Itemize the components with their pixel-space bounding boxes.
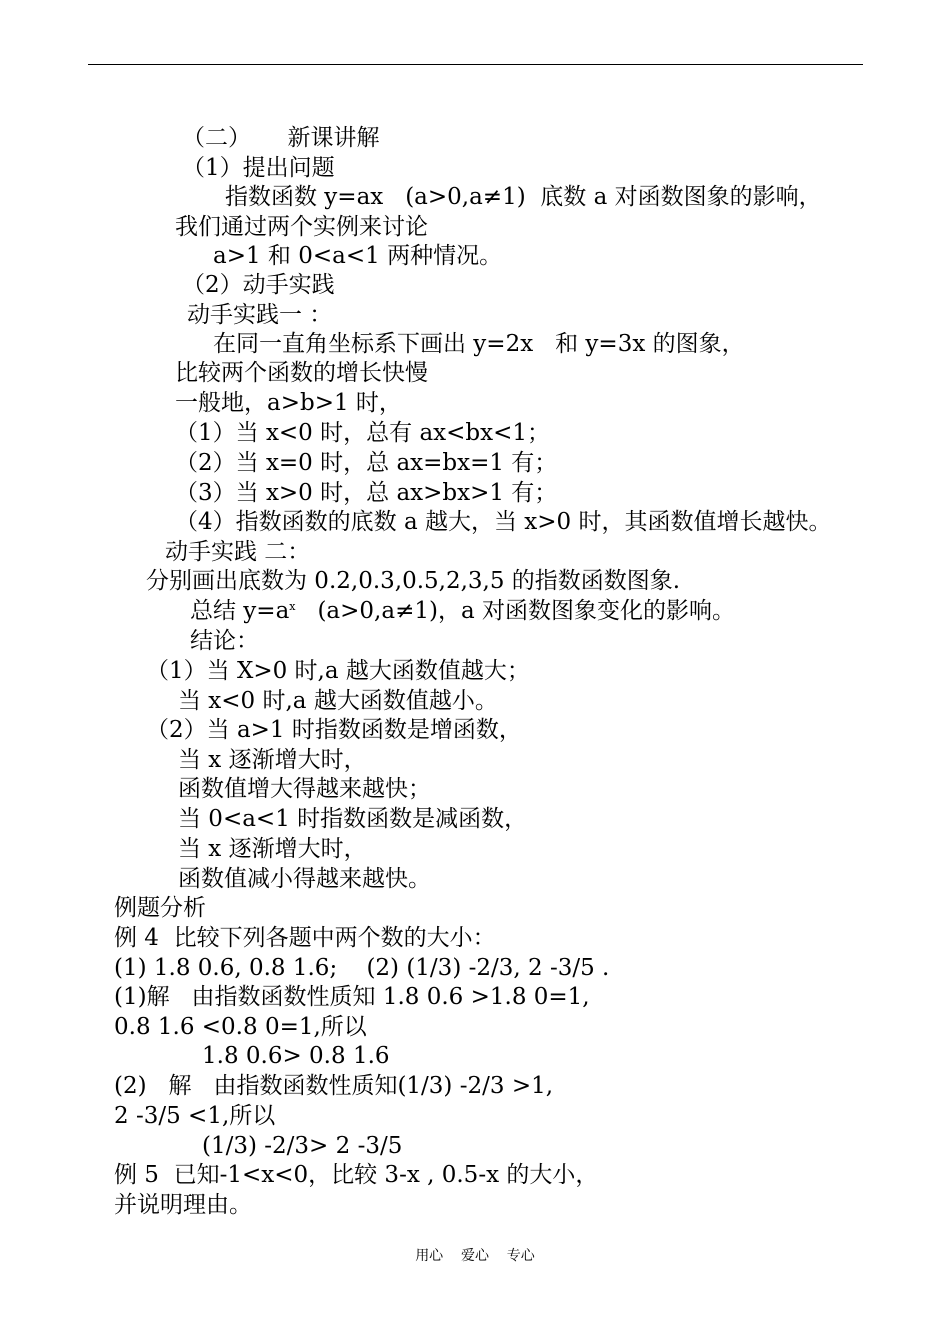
- text-line: （1）提出问题: [182, 155, 335, 181]
- text-line: （4）指数函数的底数 a 越大，当 x>0 时，其函数值增长越快。: [175, 509, 832, 535]
- text-line: （2）动手实践: [182, 272, 335, 298]
- text-line: 比较两个函数的增长快慢: [175, 360, 428, 386]
- text-line: 一般地，a>b>1 时，: [175, 390, 402, 416]
- text-line: 例 4 比较下列各题中两个数的大小：: [114, 925, 496, 951]
- page-footer: 用心 爱心 专心: [415, 1248, 535, 1264]
- text-line: 动手实践一 ：: [187, 302, 333, 328]
- text-line: （2）当 x=0 时，总 ax=bx=1 有；: [175, 450, 558, 476]
- text-line: （3）当 x>0 时，总 ax>bx>1 有；: [175, 480, 558, 506]
- text-line: （2）当 a>1 时指数函数是增函数，: [146, 717, 522, 743]
- text-line: 1.8 0.6> 0.8 1.6: [202, 1043, 390, 1069]
- text-line: 0.8 1.6 <0.8 0=1,所以: [114, 1014, 367, 1040]
- header-rule: [88, 64, 863, 65]
- text-line: 当 x<0 时,a 越大函数值越小。: [178, 688, 498, 714]
- text-segment: (a>0,a≠1)，a 对函数图象变化的影响。: [295, 598, 735, 624]
- text-line: 例 5 已知-1<x<0，比较 3-x , 0.5-x 的大小，: [114, 1162, 599, 1188]
- text-line: 指数函数 y=ax (a>0,a≠1) 底数 a 对函数图象的影响，: [225, 184, 822, 210]
- text-line: 动手实践 二：: [165, 539, 311, 565]
- text-segment: 总结 y=a: [190, 598, 290, 624]
- text-line: 当 x 逐渐增大时，: [178, 747, 367, 773]
- text-line: 当 0<a<1 时指数函数是减函数，: [178, 806, 528, 832]
- text-line: 函数值减小得越来越快。: [178, 866, 431, 892]
- text-line: （1）当 X>0 时,a 越大函数值越大；: [146, 658, 530, 684]
- section-heading: 例题分析: [114, 895, 206, 921]
- text-line: (1/3) -2/3> 2 -3/5: [202, 1133, 403, 1159]
- text-line: (2) 解 由指数函数性质知(1/3) -2/3 >1,: [114, 1073, 554, 1099]
- text-line: a>1 和 0<a<1 两种情况。: [213, 243, 503, 269]
- section-heading: （二） 新课讲解: [182, 125, 380, 151]
- text-line: （1）当 x<0 时，总有 ax<bx<1；: [175, 420, 550, 446]
- text-line: 我们通过两个实例来讨论: [175, 214, 428, 240]
- text-line: [190, 596, 735, 626]
- text-line: 2 -3/5 <1,所以: [114, 1103, 276, 1129]
- text-line: 结论：: [190, 628, 259, 654]
- text-line: 并说明理由。: [114, 1192, 252, 1218]
- text-line: 函数值增大得越来越快；: [178, 776, 431, 802]
- text-line: 当 x 逐渐增大时，: [178, 836, 367, 862]
- superscript: x: [289, 600, 296, 613]
- text-line: 在同一直角坐标系下画出 y=2x 和 y=3x 的图象，: [213, 331, 745, 357]
- text-line: (1)解 由指数函数性质知 1.8 0.6 >1.8 0=1,: [114, 984, 590, 1010]
- text-line: 分别画出底数为 0.2,0.3,0.5,2,3,5 的指数函数图象.: [146, 568, 681, 594]
- text-line: (1) 1.8 0.6, 0.8 1.6; (2) (1/3) -2/3, 2 -3/5 .: [114, 955, 610, 981]
